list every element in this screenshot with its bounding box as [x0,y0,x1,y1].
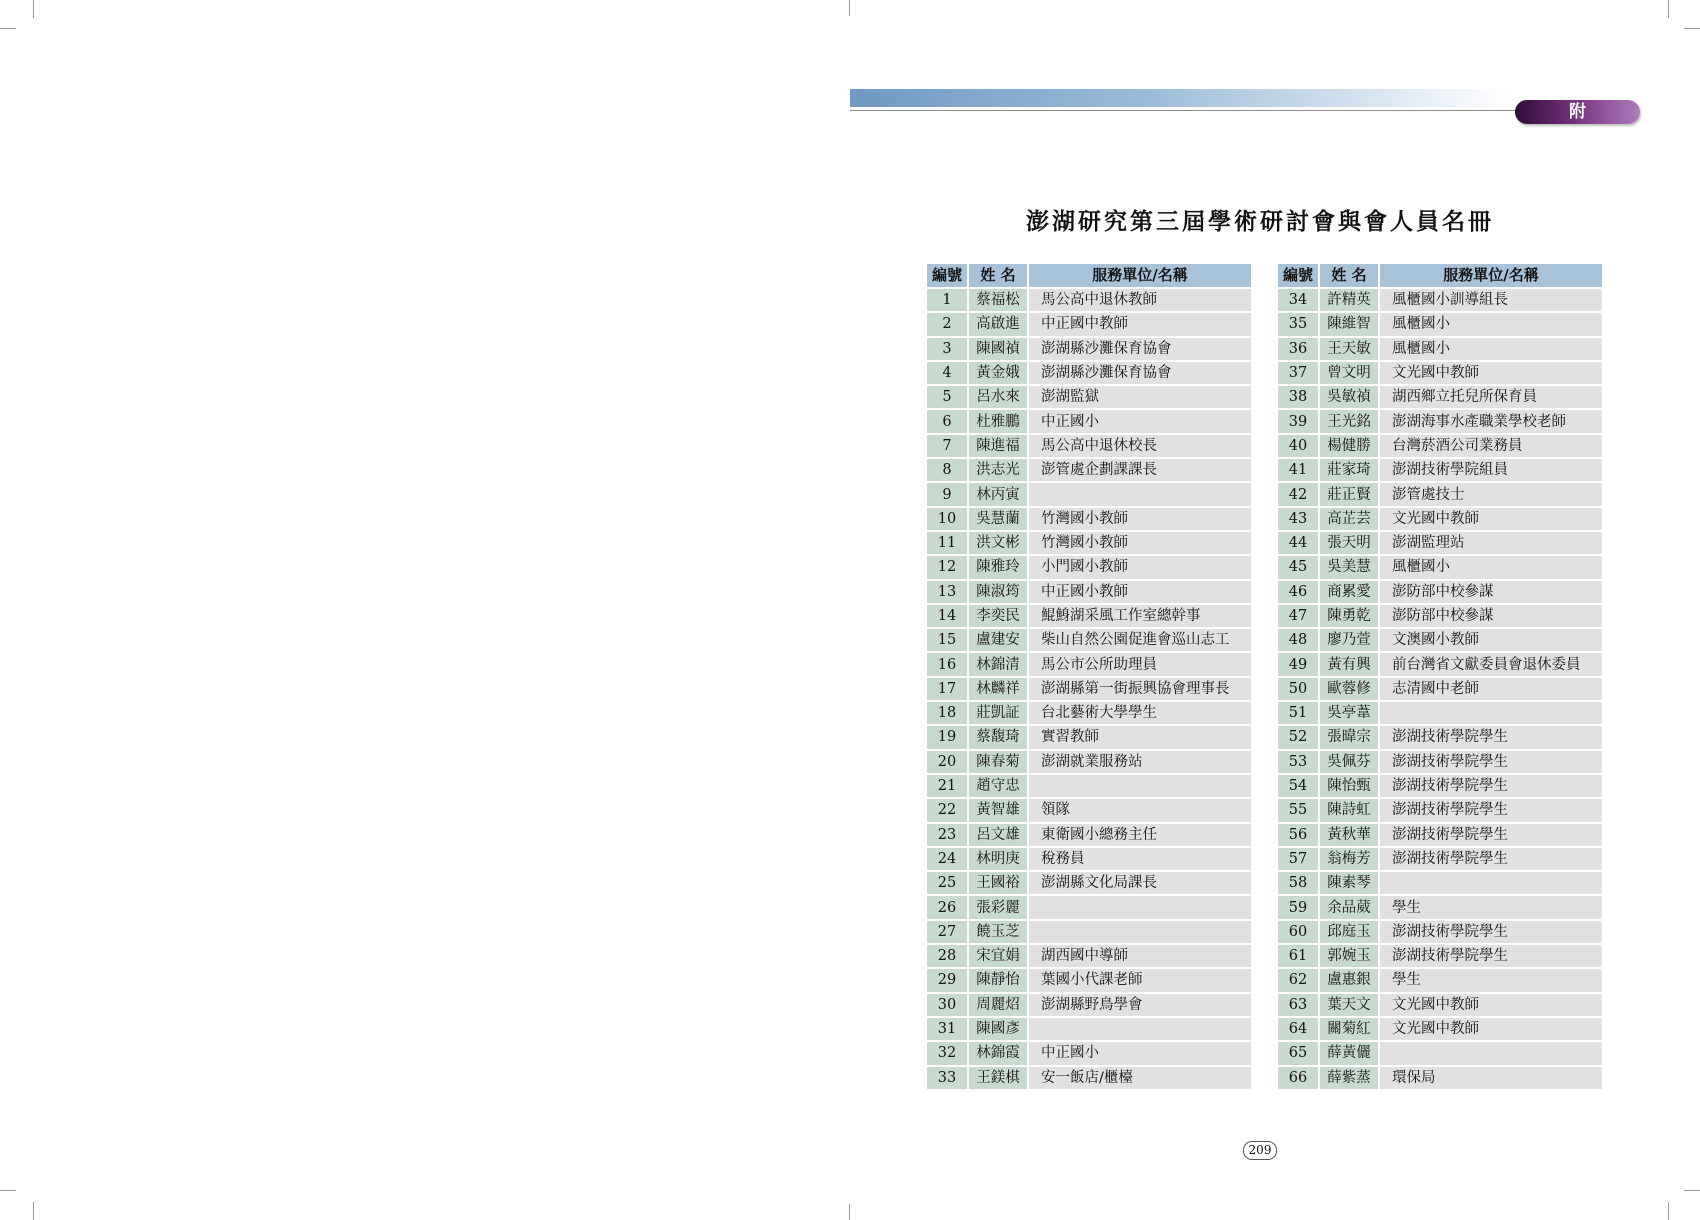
row-name: 王光銘 [1318,410,1378,434]
table-row [927,824,1251,848]
row-number: 13 [927,581,967,605]
row-unit: 澎防部中校參謀 [1378,605,1602,629]
row-number: 24 [927,848,967,872]
row-unit [1378,1042,1602,1066]
row-name: 許精英 [1318,289,1378,313]
header-gradient-bar [850,89,1510,107]
row-unit: 中正國小 [1027,1042,1251,1066]
row-unit: 中正國小 [1027,410,1251,434]
row-number: 41 [1278,459,1318,483]
row-unit: 前台灣省文獻委員會退休委員 [1378,653,1602,677]
row-number: 57 [1278,848,1318,872]
row-name: 林錦清 [967,653,1027,677]
page-number: 209 [1243,1141,1277,1160]
row-name: 商累愛 [1318,581,1378,605]
row-number: 22 [927,799,967,823]
row-unit: 澎湖縣文化局課長 [1027,872,1251,896]
row-name: 陳怡甄 [1318,775,1378,799]
row-name: 莊正賢 [1318,483,1378,507]
table-row [1278,410,1602,434]
crop-mark [1668,0,1669,18]
row-number: 6 [927,410,967,434]
row-unit: 中正國中教師 [1027,313,1251,337]
table-row [927,848,1251,872]
row-unit: 風櫃國小訓導組長 [1378,289,1602,313]
table-row [927,702,1251,726]
table-row [1278,872,1602,896]
row-unit [1027,775,1251,799]
table-row [1278,775,1602,799]
table-row [1278,362,1602,386]
row-name: 吳敏禎 [1318,386,1378,410]
row-unit: 竹灣國小教師 [1027,508,1251,532]
table-row [927,1018,1251,1042]
row-unit: 澎湖海事水產職業學校老師 [1378,410,1602,434]
table-row [1278,969,1602,993]
row-name: 薛紫蒸 [1318,1067,1378,1091]
row-name: 黃有興 [1318,653,1378,677]
row-name: 盧建安 [967,629,1027,653]
row-unit: 安一飯店/櫃檯 [1027,1067,1251,1091]
table-row [927,483,1251,507]
row-unit: 馬公高中退休校長 [1027,435,1251,459]
table-row [927,921,1251,945]
row-number: 35 [1278,313,1318,337]
row-name: 邱庭玉 [1318,921,1378,945]
table-row [927,629,1251,653]
table-row [927,410,1251,434]
crop-mark [0,1190,16,1191]
row-name: 宋宜娟 [967,945,1027,969]
row-number: 34 [1278,289,1318,313]
table-row [927,581,1251,605]
row-name: 楊健勝 [1318,435,1378,459]
row-name: 王國裕 [967,872,1027,896]
row-unit: 文光國中教師 [1378,508,1602,532]
row-name: 莊家琦 [1318,459,1378,483]
row-unit: 澎管處企劃課課長 [1027,459,1251,483]
row-unit: 文光國中教師 [1378,1018,1602,1042]
table-row [1278,824,1602,848]
row-name: 高啟進 [967,313,1027,337]
row-number: 61 [1278,945,1318,969]
table-row [1278,1018,1602,1042]
table-row [927,605,1251,629]
header-number: 編號 [1278,264,1318,289]
row-name: 薛黃儷 [1318,1042,1378,1066]
row-unit [1378,872,1602,896]
table-row [927,969,1251,993]
row-number: 64 [1278,1018,1318,1042]
row-unit: 風櫃國小 [1378,556,1602,580]
table-row [1278,921,1602,945]
row-name: 李奕民 [967,605,1027,629]
row-name: 郭婉玉 [1318,945,1378,969]
row-unit: 竹灣國小教師 [1027,532,1251,556]
row-name: 關菊紅 [1318,1018,1378,1042]
table-row [1278,896,1602,920]
row-unit: 稅務員 [1027,848,1251,872]
row-name: 盧惠銀 [1318,969,1378,993]
table-row [927,1042,1251,1066]
row-unit: 台灣菸酒公司業務員 [1378,435,1602,459]
row-unit [1027,1018,1251,1042]
table-row [1278,629,1602,653]
row-unit: 澎湖就業服務站 [1027,751,1251,775]
table-row [1278,1067,1602,1091]
roster-table-left [927,264,1251,1091]
table-header-row [927,264,1251,289]
row-number: 12 [927,556,967,580]
table-row [1278,435,1602,459]
table-row [927,1067,1251,1091]
appendix-badge: 附 錄 [1515,100,1640,124]
table-row [1278,848,1602,872]
row-number: 60 [1278,921,1318,945]
roster-body-right [1278,289,1602,1091]
row-unit: 學生 [1378,896,1602,920]
row-unit: 環保局 [1378,1067,1602,1091]
table-row [927,386,1251,410]
row-unit: 中正國小教師 [1027,581,1251,605]
table-row [1278,994,1602,1018]
row-number: 51 [1278,702,1318,726]
table-row [1278,338,1602,362]
crop-mark [849,0,850,16]
row-unit: 文光國中教師 [1378,362,1602,386]
row-unit: 湖西鄉立托兒所保育員 [1378,386,1602,410]
row-name: 陳國禎 [967,338,1027,362]
row-name: 曾文明 [1318,362,1378,386]
row-number: 37 [1278,362,1318,386]
row-number: 28 [927,945,967,969]
row-number: 47 [1278,605,1318,629]
row-name: 林明庚 [967,848,1027,872]
row-number: 46 [1278,581,1318,605]
row-number: 65 [1278,1042,1318,1066]
row-number: 2 [927,313,967,337]
row-number: 52 [1278,726,1318,750]
row-number: 54 [1278,775,1318,799]
row-number: 55 [1278,799,1318,823]
row-unit: 澎湖縣沙灘保育協會 [1027,338,1251,362]
row-number: 63 [1278,994,1318,1018]
row-number: 59 [1278,896,1318,920]
row-unit: 領隊 [1027,799,1251,823]
row-name: 陳雅玲 [967,556,1027,580]
row-unit: 台北藝術大學學生 [1027,702,1251,726]
row-unit: 澎湖技術學院學生 [1378,799,1602,823]
roster-table-right [1278,264,1602,1091]
row-unit [1027,921,1251,945]
row-name: 周麗炤 [967,994,1027,1018]
crop-mark [1668,1202,1669,1220]
row-name: 吳佩芬 [1318,751,1378,775]
row-number: 21 [927,775,967,799]
row-unit: 葉國小代課老師 [1027,969,1251,993]
row-name: 陳維智 [1318,313,1378,337]
row-number: 25 [927,872,967,896]
row-number: 5 [927,386,967,410]
row-unit: 澎湖技術學院學生 [1378,726,1602,750]
table-row [927,945,1251,969]
row-unit: 澎防部中校參謀 [1378,581,1602,605]
table-row [1278,386,1602,410]
row-unit: 小門國小教師 [1027,556,1251,580]
row-name: 莊凱証 [967,702,1027,726]
row-number: 14 [927,605,967,629]
header-name: 姓 名 [1318,264,1378,289]
table-row [927,435,1251,459]
table-row [1278,702,1602,726]
header-unit: 服務單位/名稱 [1027,264,1251,289]
row-number: 66 [1278,1067,1318,1091]
row-name: 陳春菊 [967,751,1027,775]
row-number: 32 [927,1042,967,1066]
row-unit: 澎湖縣沙灘保育協會 [1027,362,1251,386]
table-row [927,994,1251,1018]
row-number: 27 [927,921,967,945]
row-unit: 澎湖監獄 [1027,386,1251,410]
row-unit: 學生 [1378,969,1602,993]
row-number: 43 [1278,508,1318,532]
row-name: 陳進福 [967,435,1027,459]
table-row [1278,945,1602,969]
table-row [1278,313,1602,337]
roster-body-left [927,289,1251,1091]
row-name: 陳國彥 [967,1018,1027,1042]
table-header-row [1278,264,1602,289]
row-unit: 馬公市公所助理員 [1027,653,1251,677]
table-row [1278,459,1602,483]
row-number: 30 [927,994,967,1018]
table-row [927,653,1251,677]
table-row [1278,1042,1602,1066]
row-name: 黃智雄 [967,799,1027,823]
row-name: 林麟祥 [967,678,1027,702]
row-number: 7 [927,435,967,459]
row-number: 38 [1278,386,1318,410]
row-number: 56 [1278,824,1318,848]
row-number: 4 [927,362,967,386]
table-row [927,532,1251,556]
row-name: 洪志光 [967,459,1027,483]
row-number: 50 [1278,678,1318,702]
row-unit [1027,483,1251,507]
table-row [1278,581,1602,605]
table-row [927,313,1251,337]
row-name: 張暐宗 [1318,726,1378,750]
row-unit: 澎湖技術學院組員 [1378,459,1602,483]
crop-mark [33,1202,34,1220]
row-name: 歐蓉修 [1318,678,1378,702]
table-row [927,362,1251,386]
table-row [927,289,1251,313]
table-row [927,556,1251,580]
row-name: 吳亭葦 [1318,702,1378,726]
table-row [927,872,1251,896]
table-row [1278,799,1602,823]
crop-mark [849,1204,850,1220]
table-row [927,338,1251,362]
row-number: 19 [927,726,967,750]
header-unit: 服務單位/名稱 [1378,264,1602,289]
row-number: 8 [927,459,967,483]
row-name: 葉天文 [1318,994,1378,1018]
row-number: 26 [927,896,967,920]
row-name: 蔡福松 [967,289,1027,313]
row-name: 林丙寅 [967,483,1027,507]
table-row [927,726,1251,750]
row-unit: 澎湖技術學院學生 [1378,945,1602,969]
row-name: 廖乃萱 [1318,629,1378,653]
row-number: 33 [927,1067,967,1091]
row-number: 18 [927,702,967,726]
row-unit: 實習教師 [1027,726,1251,750]
table-row [927,751,1251,775]
row-number: 45 [1278,556,1318,580]
row-number: 23 [927,824,967,848]
row-name: 黃金娥 [967,362,1027,386]
row-unit: 風櫃國小 [1378,313,1602,337]
row-name: 張彩麗 [967,896,1027,920]
row-unit: 澎湖縣第一街振興協會理事長 [1027,678,1251,702]
row-name: 陳詩虹 [1318,799,1378,823]
row-name: 王鎂棋 [967,1067,1027,1091]
row-number: 62 [1278,969,1318,993]
row-unit: 澎湖縣野鳥學會 [1027,994,1251,1018]
table-row [1278,678,1602,702]
row-number: 17 [927,678,967,702]
row-number: 1 [927,289,967,313]
row-name: 林錦霞 [967,1042,1027,1066]
row-number: 53 [1278,751,1318,775]
row-unit: 風櫃國小 [1378,338,1602,362]
row-unit: 澎湖監理站 [1378,532,1602,556]
row-name: 趙守忠 [967,775,1027,799]
table-row [1278,605,1602,629]
row-unit: 東衛國小總務主任 [1027,824,1251,848]
table-row [1278,508,1602,532]
table-row [927,678,1251,702]
row-name: 陳勇乾 [1318,605,1378,629]
row-number: 15 [927,629,967,653]
row-name: 翁梅芳 [1318,848,1378,872]
row-number: 3 [927,338,967,362]
row-number: 11 [927,532,967,556]
row-unit: 澎湖技術學院學生 [1378,921,1602,945]
row-name: 王天敏 [1318,338,1378,362]
table-row [1278,653,1602,677]
table-row [1278,751,1602,775]
table-row [1278,556,1602,580]
row-name: 陳靜怡 [967,969,1027,993]
table-row [927,775,1251,799]
row-name: 杜雅鵬 [967,410,1027,434]
row-number: 9 [927,483,967,507]
header-number: 編號 [927,264,967,289]
row-name: 余品葳 [1318,896,1378,920]
row-name: 張天明 [1318,532,1378,556]
row-unit [1027,896,1251,920]
row-name: 蔡馥琦 [967,726,1027,750]
row-number: 48 [1278,629,1318,653]
table-row [927,459,1251,483]
row-number: 20 [927,751,967,775]
crop-mark [1684,28,1700,29]
row-number: 44 [1278,532,1318,556]
row-unit [1378,702,1602,726]
row-name: 饒玉芝 [967,921,1027,945]
table-row [1278,289,1602,313]
row-name: 吳慧蘭 [967,508,1027,532]
crop-mark [1684,1190,1700,1191]
row-number: 39 [1278,410,1318,434]
row-unit: 柴山自然公園促進會巡山志工 [1027,629,1251,653]
header-name: 姓 名 [967,264,1027,289]
row-unit: 澎湖技術學院學生 [1378,848,1602,872]
row-number: 29 [927,969,967,993]
row-unit: 澎湖技術學院學生 [1378,751,1602,775]
row-number: 31 [927,1018,967,1042]
crop-mark [0,28,16,29]
row-unit: 文光國中教師 [1378,994,1602,1018]
table-row [1278,483,1602,507]
row-number: 10 [927,508,967,532]
row-name: 洪文彬 [967,532,1027,556]
row-name: 黃秋華 [1318,824,1378,848]
row-number: 36 [1278,338,1318,362]
crop-mark [33,0,34,18]
row-unit: 馬公高中退休教師 [1027,289,1251,313]
row-name: 陳素琴 [1318,872,1378,896]
row-name: 吳美慧 [1318,556,1378,580]
row-name: 呂水來 [967,386,1027,410]
row-number: 40 [1278,435,1318,459]
row-number: 16 [927,653,967,677]
row-unit: 志清國中老師 [1378,678,1602,702]
row-name: 高芷芸 [1318,508,1378,532]
table-row [1278,726,1602,750]
row-unit: 澎湖技術學院學生 [1378,775,1602,799]
row-number: 49 [1278,653,1318,677]
row-unit: 澎管處技士 [1378,483,1602,507]
row-number: 58 [1278,872,1318,896]
row-unit: 澎湖技術學院學生 [1378,824,1602,848]
row-name: 呂文雄 [967,824,1027,848]
row-unit: 湖西國中導師 [1027,945,1251,969]
table-row [927,508,1251,532]
row-unit: 鯤鯓湖采風工作室總幹事 [1027,605,1251,629]
table-row [927,799,1251,823]
row-name: 陳淑筠 [967,581,1027,605]
table-row [927,896,1251,920]
row-unit: 文澳國小教師 [1378,629,1602,653]
row-number: 42 [1278,483,1318,507]
table-row [1278,532,1602,556]
header-rule [850,110,1515,111]
page-title: 澎湖研究第三屆學術研討會與會人員名冊 [1026,209,1494,235]
